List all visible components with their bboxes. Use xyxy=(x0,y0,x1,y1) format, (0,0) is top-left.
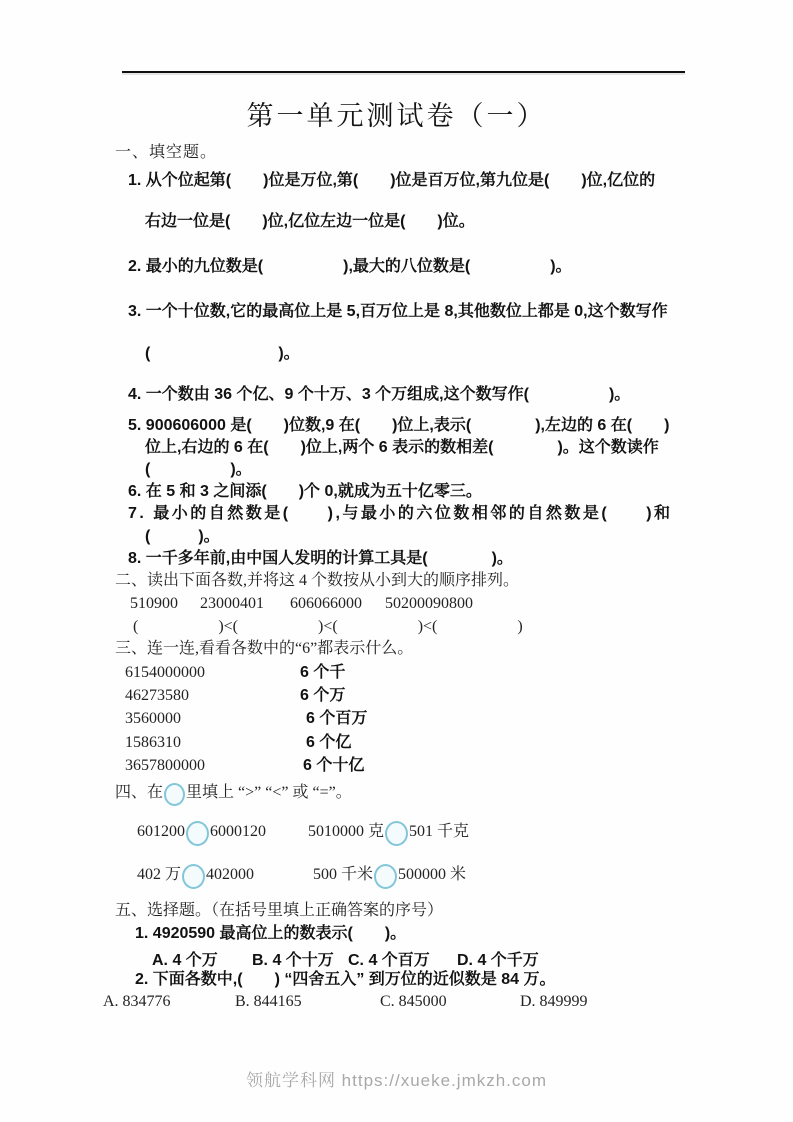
comparison-left-value: 500 千米 xyxy=(313,866,374,884)
section-compare-heading xyxy=(115,782,352,805)
choice-option: B. 4 个十万 xyxy=(252,952,334,969)
order-number: 23000401 xyxy=(200,595,264,612)
choice-q1: 1. 4920590 最高位上的数表示( )。 xyxy=(135,925,407,942)
comparison-left-value: 5010000 克 xyxy=(308,823,385,841)
comparison-right-value: 6000120 xyxy=(210,823,266,841)
section-match-heading: 三、连一连,看看各数中的“6”都表示什么。 xyxy=(115,640,414,657)
comparison-right-value: 500000 米 xyxy=(398,866,467,884)
match-number: 1586310 xyxy=(125,734,181,751)
fill-q1-line1: 1. 从个位起第( )位是万位,第( )位是百万位,第九位是( )位,亿位的 xyxy=(128,172,656,189)
choice-option: D. 849999 xyxy=(520,993,588,1010)
section-fill-heading: 一、填空题。 xyxy=(115,144,218,161)
order-number: 50200090800 xyxy=(385,595,473,612)
choice-option: A. 834776 xyxy=(103,993,171,1010)
comparison-right-value: 402000 xyxy=(206,866,255,884)
answer-circle-icon xyxy=(186,821,209,846)
compare-heading-prefix: 四、在 xyxy=(115,784,164,802)
choice-option: D. 4 个千万 xyxy=(457,952,539,969)
fill-q7-line2: ( )。 xyxy=(145,528,220,545)
match-number: 3657800000 xyxy=(125,757,205,774)
answer-circle-icon xyxy=(182,864,205,889)
site-watermark: 领航学科网 https://xueke.jmkzh.com xyxy=(245,1071,548,1090)
comparison-right-value: 501 千克 xyxy=(409,823,470,841)
section-order-heading: 二、读出下面各数,并将这 4 个数按从小到大的顺序排列。 xyxy=(115,572,520,589)
fill-q5-line1: 5. 900606000 是( )位数,9 在( )位上,表示( ),左边的 6 在( ) xyxy=(128,417,670,434)
order-number: 606066000 xyxy=(290,595,362,612)
fill-q3-line1: 3. 一个十位数,它的最高位上是 5,百万位上是 8,其他数位上都是 0,这个数写作 xyxy=(128,303,668,320)
match-number: 46273580 xyxy=(125,687,189,704)
order-number: 510900 xyxy=(130,595,178,612)
fill-q8: 8. 一千多年前,由中国人发明的计算工具是( )。 xyxy=(128,550,513,567)
comparison-item xyxy=(308,820,469,845)
order-answer-pattern: ( )<( )<( )<( ) xyxy=(133,618,523,635)
comparison-left-value: 601200 xyxy=(137,823,185,841)
choice-option: C. 4 个百万 xyxy=(348,952,430,969)
comparison-left-value: 402 万 xyxy=(137,866,182,884)
fill-q5-line2: 位上,右边的 6 在( )位上,两个 6 表示的数相差( )。这个数读作 xyxy=(145,439,659,456)
answer-circle-icon xyxy=(164,783,185,806)
answer-circle-icon xyxy=(374,864,397,889)
match-number: 6154000000 xyxy=(125,664,205,681)
choice-q2: 2. 下面各数中,( ) “四舍五入” 到万位的近似数是 84 万。 xyxy=(135,971,556,988)
comparison-item xyxy=(137,820,266,845)
page-title: 第一单元测试卷（一） xyxy=(246,101,547,131)
choice-option: A. 4 个万 xyxy=(152,952,218,969)
answer-circle-icon xyxy=(385,821,408,846)
match-label: 6 个千 xyxy=(300,664,346,681)
fill-q6: 6. 在 5 和 3 之间添( )个 0,就成为五十亿零三。 xyxy=(128,483,482,500)
comparison-item xyxy=(137,863,254,888)
fill-q4: 4. 一个数由 36 个亿、9 个十万、3 个万组成,这个数写作( )。 xyxy=(128,386,631,403)
section-choice-heading: 五、选择题。（在括号里填上正确答案的序号） xyxy=(115,902,444,919)
compare-heading-suffix: 里填上 “>” “<” 或 “=”。 xyxy=(186,784,352,802)
comparison-item xyxy=(313,863,466,888)
fill-q3-line2: ( )。 xyxy=(145,345,300,362)
match-label: 6 个十亿 xyxy=(303,757,365,774)
fill-q2: 2. 最小的九位数是( ),最大的八位数是( )。 xyxy=(128,258,572,275)
choice-option: B. 844165 xyxy=(235,993,302,1010)
match-number: 3560000 xyxy=(125,710,181,727)
fill-q7-line1: 7. 最小的自然数是( ),与最小的六位数相邻的自然数是( )和 xyxy=(128,505,673,522)
match-label: 6 个亿 xyxy=(306,734,352,751)
fill-q1-line2: 右边一位是( )位,亿位左边一位是( )位。 xyxy=(145,213,475,230)
match-label: 6 个万 xyxy=(300,687,346,704)
fill-q5-line3: ( )。 xyxy=(145,461,252,478)
top-rule-divider xyxy=(122,71,685,73)
choice-option: C. 845000 xyxy=(380,993,447,1010)
match-label: 6 个百万 xyxy=(306,710,368,727)
